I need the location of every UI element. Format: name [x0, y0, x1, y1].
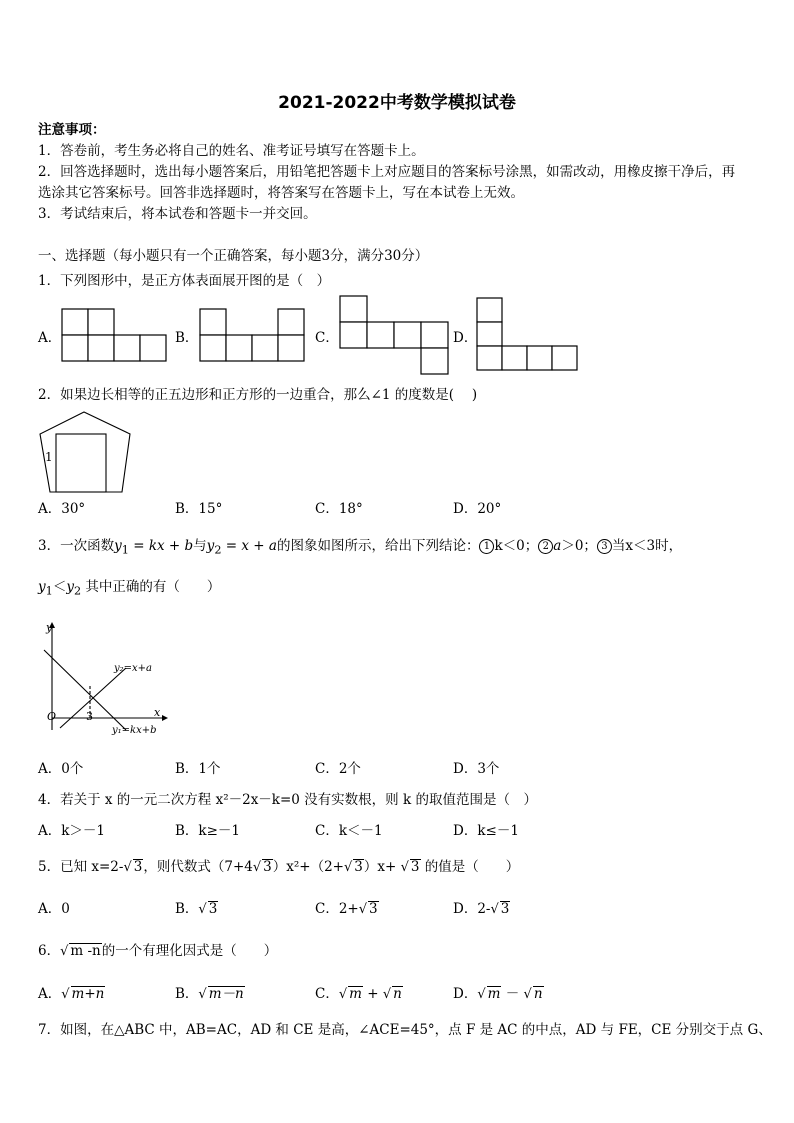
q3-origin-label: O	[47, 710, 57, 723]
q1-option-c-label: C．	[315, 330, 339, 346]
q4-stem: 4．若关于 x 的一元二次方程 x²－2x－k=0 没有实数根，则 k 的取值范围是（ ）	[38, 792, 537, 808]
q3-option-d: D．3个	[453, 761, 500, 777]
q5-option-c: C．2+√ 3	[315, 901, 378, 917]
q2-option-b: B．15°	[175, 501, 223, 517]
q6-option-c: C．√ m + √ n	[315, 986, 402, 1002]
q3-x-axis-label: x	[154, 706, 161, 719]
q5-option-a: A．0	[38, 901, 70, 917]
q1-net-a	[62, 309, 172, 365]
q3-graph	[40, 622, 170, 742]
q7-stem: 7．如图，在△ABC 中，AB=AC，AD 和 CE 是高，∠ACE=45°，点 F 是 AC 的中点，AD 与 FE，CE 分别交于点 G、	[38, 1022, 772, 1038]
q1-stem: 1．下列图形中，是正方体表面展开图的是（ ）	[38, 273, 331, 289]
q3-line2-label: y₂=x+a	[114, 663, 153, 674]
q2-option-d: D．20°	[453, 501, 502, 517]
notes-item-1: 1．答卷前，考生务必将自己的姓名、准考证号填写在答题卡上。	[38, 143, 425, 159]
q3-stem-line2: $y_1<y_2$ 其中正确的有（ ）	[38, 579, 221, 598]
notes-item-2-cont: 选涂其它答案标号。回答非选择题时，将答案写在答题卡上，写在本试卷上无效。	[38, 185, 524, 201]
q3-y-axis-label: y	[46, 621, 53, 634]
q4-option-a: A．k＞－1	[38, 823, 106, 839]
q3-stem: 3．一次函数$y_1$ = kx + b与$y_2 = x + a$的图象如图所示，给出下列结论： 1 k＜0； 2 a＞0； 3 当x＜3时，	[38, 538, 683, 557]
q1-net-c	[340, 296, 455, 378]
notes-item-3: 3．考试结束后，将本试卷和答题卡一并交回。	[38, 206, 317, 222]
q2-angle-label: 1	[45, 450, 53, 464]
q1-option-d-label: D．	[453, 330, 478, 346]
q1-net-b	[200, 309, 310, 365]
q5-stem: 5．已知 x=2-√ 3，则代数式（7+4√ 3）x²+（2+√ 3）x+ √ 3 的值是（ ）	[38, 859, 520, 875]
q2-option-c: C．18°	[315, 501, 363, 517]
page-title: 2021-2022中考数学模拟试卷	[278, 93, 516, 113]
q4-option-b: B．k≥－1	[175, 823, 241, 839]
q6-option-b: B．√ m－n	[175, 986, 244, 1002]
q1-option-a-label: A．	[38, 330, 62, 346]
notes-heading: 注意事项：	[38, 122, 106, 138]
section-heading: 一、选择题（每小题只有一个正确答案，每小题3分，满分30分）	[38, 248, 429, 264]
notes-item-2: 2．回答选择题时，选出每小题答案后，用铅笔把答题卡上对应题目的答案标号涂黑，如需改动，用橡皮擦干净后，再	[38, 164, 736, 180]
q1-net-d	[477, 298, 579, 376]
q3-line1-label: y₁=kx+b	[112, 725, 157, 736]
q2-stem: 2．如果边长相等的正五边形和正方形的一边重合，那么∠1 的度数是( )	[38, 387, 478, 403]
q6-stem: 6．√ m -n的一个有理化因式是（ ）	[38, 943, 278, 959]
q6-option-a: A．√ m+n	[38, 986, 105, 1002]
q3-tick-3: 3	[86, 710, 93, 723]
q5-option-b: B．√ 3	[175, 901, 218, 917]
q1-option-b-label: B．	[175, 330, 199, 346]
q6-option-d: D．√ m － √ n	[453, 986, 543, 1002]
q3-option-c: C．2个	[315, 761, 361, 777]
q3-option-b: B．1个	[175, 761, 221, 777]
q5-option-d: D．2-√ 3	[453, 901, 510, 917]
q4-option-d: D．k≤－1	[453, 823, 519, 839]
q2-option-a: A．30°	[38, 501, 86, 517]
q4-option-c: C．k＜－1	[315, 823, 383, 839]
q3-option-a: A．0个	[38, 761, 84, 777]
